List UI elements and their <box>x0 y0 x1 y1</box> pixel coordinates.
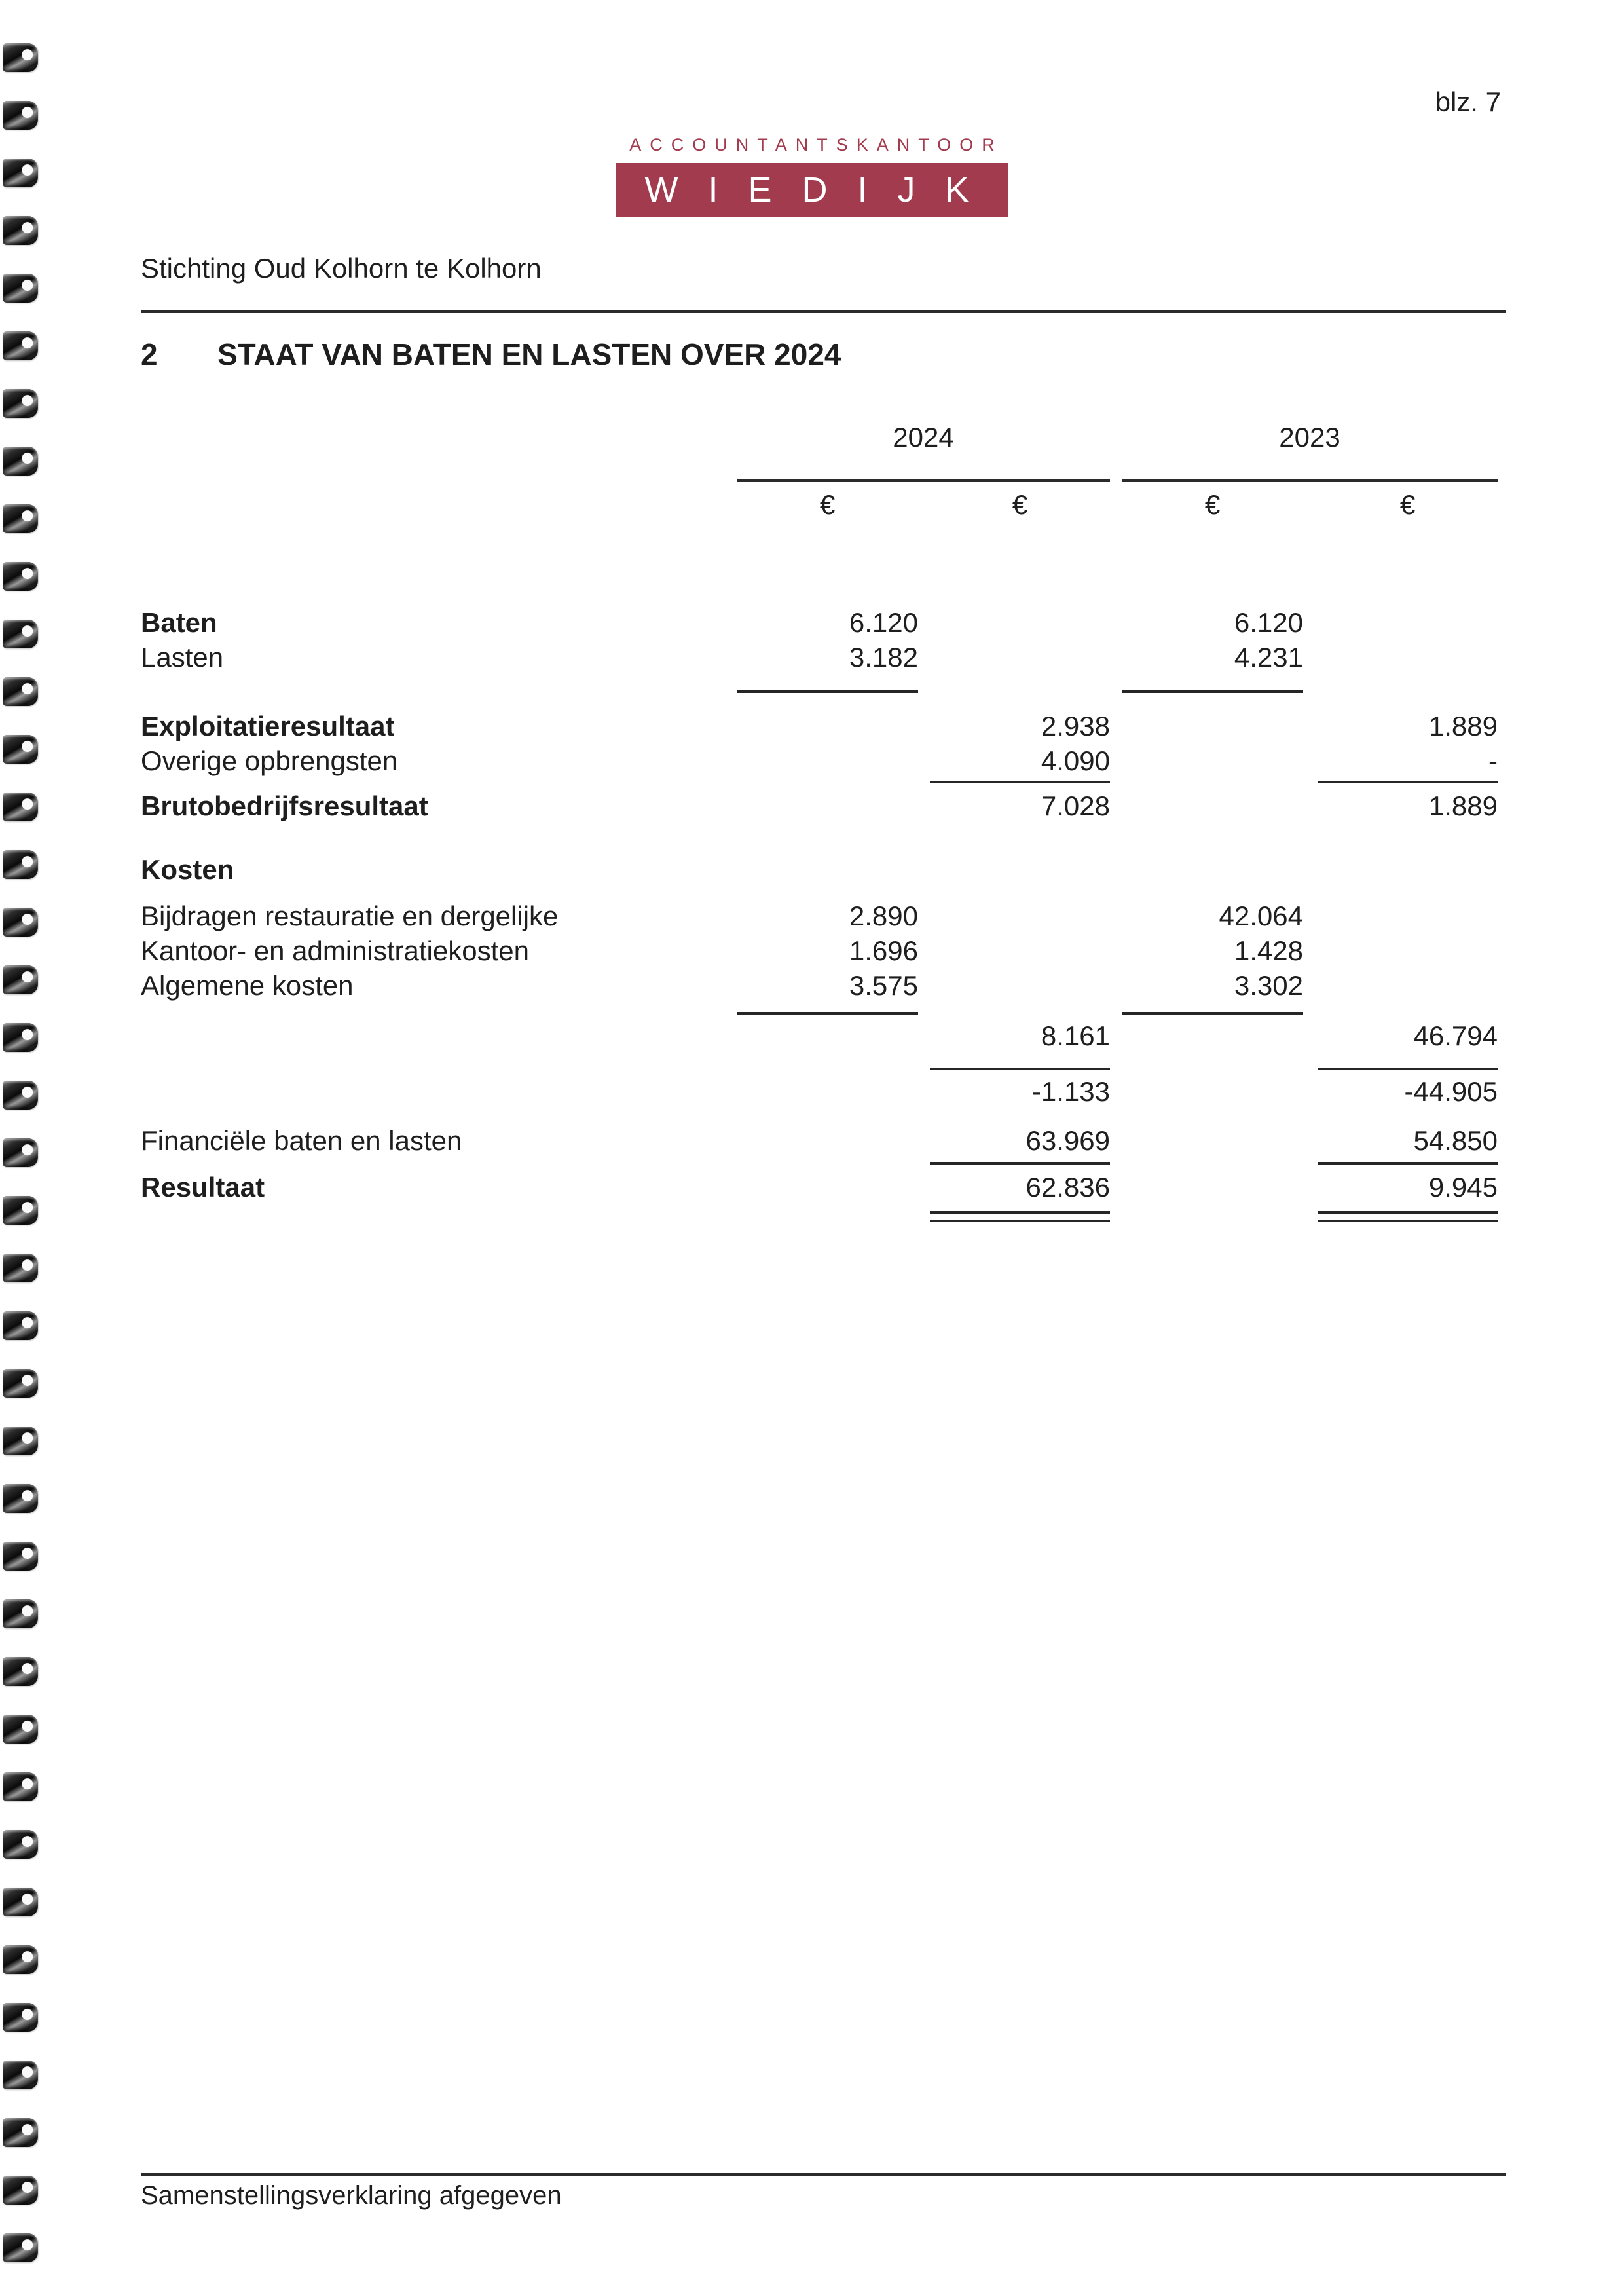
binding-ring <box>3 2176 38 2205</box>
binding-ring <box>3 735 38 764</box>
value-2024-inner: 3.182 <box>849 642 918 673</box>
binding-ring <box>3 1023 38 1052</box>
binding-ring <box>3 908 38 937</box>
profit-and-loss-table <box>141 419 1498 1222</box>
value-2023-outer: 1.889 <box>1428 711 1498 741</box>
binding-ring <box>3 101 38 130</box>
table-row-overige-opbrengsten <box>141 743 1498 778</box>
logo <box>0 135 1624 217</box>
footer-divider <box>141 2173 1506 2176</box>
year-header-row <box>141 419 1498 456</box>
rule-line <box>737 690 918 693</box>
page-number: blz. 7 <box>1435 86 1501 117</box>
binding-ring <box>3 504 38 533</box>
row-label: Kantoor- en administratiekosten <box>141 935 529 966</box>
table-row-bijdragen-restauratie <box>141 899 1498 933</box>
table-row-lasten <box>141 640 1498 675</box>
table-row-kantoor-administratiekosten <box>141 933 1498 968</box>
value-2023-outer: 46.794 <box>1413 1020 1498 1051</box>
binding-ring <box>3 850 38 879</box>
binding-ring <box>3 447 38 476</box>
value-2024-outer: 62.836 <box>1025 1172 1110 1203</box>
value-2024-outer: 7.028 <box>1041 791 1110 821</box>
binding-ring <box>3 2061 38 2089</box>
rule-line <box>1122 690 1303 693</box>
row-label: Overige opbrengsten <box>141 745 398 776</box>
binding-ring <box>3 1311 38 1340</box>
year-header-2024: 2024 <box>893 422 954 453</box>
binding-ring <box>3 1196 38 1225</box>
logo-name: WIEDIJK <box>644 170 999 210</box>
year-header-2023: 2023 <box>1279 422 1340 453</box>
value-2024-inner: 6.120 <box>849 607 918 638</box>
row-label <box>141 1074 737 1109</box>
binding-ring <box>3 1945 38 1974</box>
binding-ring <box>3 1830 38 1859</box>
section-number: 2 <box>141 337 158 371</box>
value-2023-outer: -44.905 <box>1404 1076 1498 1107</box>
rule-line <box>930 1068 1110 1070</box>
rule-line <box>930 1162 1110 1165</box>
binding-ring <box>3 389 38 418</box>
subtotal-rule-row <box>141 690 1498 693</box>
rule-line <box>930 781 1110 783</box>
row-label <box>141 1018 737 1053</box>
rule-line <box>1318 1068 1498 1070</box>
value-2023-inner: 4.231 <box>1234 642 1303 673</box>
row-label: Kosten <box>141 854 234 885</box>
binding-ring <box>3 1081 38 1110</box>
table-row-resultaat <box>141 1170 1498 1204</box>
value-2024-outer: 2.938 <box>1041 711 1110 741</box>
year-header-rule-row <box>141 479 1498 482</box>
table-row-brutobedrijfsresultaat <box>141 789 1498 823</box>
row-label: Brutobedrijfsresultaat <box>141 791 428 821</box>
binding-ring <box>3 1715 38 1744</box>
binding-ring <box>3 331 38 360</box>
binding-ring <box>3 1138 38 1167</box>
row-label: Exploitatieresultaat <box>141 711 395 741</box>
spacer <box>141 521 1498 605</box>
subtotal-rule-row <box>141 1012 1498 1015</box>
value-2024-outer: -1.133 <box>1031 1076 1110 1107</box>
value-2024-inner: 2.890 <box>849 901 918 931</box>
value-2023-outer: - <box>1488 745 1498 776</box>
value-2023-inner: 42.064 <box>1219 901 1303 931</box>
rule-line <box>1318 1162 1498 1165</box>
table-row-baten <box>141 605 1498 640</box>
value-2024-inner: 1.696 <box>849 935 918 966</box>
binding-ring <box>3 1542 38 1571</box>
value-2023-inner: 3.302 <box>1234 970 1303 1001</box>
rule-line <box>737 1012 918 1015</box>
binding-ring <box>3 965 38 994</box>
row-label: Algemene kosten <box>141 970 354 1001</box>
binding-ring <box>3 1599 38 1628</box>
value-2024-inner: 3.575 <box>849 970 918 1001</box>
binding-ring <box>3 793 38 821</box>
currency-row <box>141 489 1498 521</box>
binding-ring <box>3 1254 38 1282</box>
table-row-kosten-totaal <box>141 1018 1498 1053</box>
binding-ring <box>3 2003 38 2032</box>
table-row-financiele-baten-lasten <box>141 1123 1498 1158</box>
rule-line <box>1318 781 1498 783</box>
section-title: STAAT VAN BATEN EN LASTEN OVER 2024 <box>217 337 841 371</box>
euro-symbol: € <box>1012 489 1028 520</box>
euro-symbol: € <box>1399 489 1416 520</box>
binding-ring <box>3 620 38 648</box>
double-rule-line <box>1318 1211 1498 1222</box>
binding-rail <box>0 0 46 2295</box>
header-divider <box>141 310 1506 313</box>
subtotal-rule-row <box>141 781 1498 783</box>
binding-ring <box>3 216 38 245</box>
row-label: Lasten <box>141 642 224 673</box>
grand-total-rule-row <box>141 1211 1498 1222</box>
binding-ring <box>3 1369 38 1398</box>
binding-ring <box>3 1772 38 1801</box>
section-heading <box>141 337 841 372</box>
euro-symbol: € <box>819 489 836 520</box>
row-label: Baten <box>141 607 217 638</box>
table-row-kosten-header <box>141 852 1498 887</box>
table-row-bedrijfsresultaat <box>141 1074 1498 1109</box>
binding-ring <box>3 562 38 591</box>
value-2023-inner: 1.428 <box>1234 935 1303 966</box>
value-2023-outer: 1.889 <box>1428 791 1498 821</box>
organization-name: Stichting Oud Kolhorn te Kolhorn <box>141 253 542 284</box>
logo-block <box>616 163 1008 217</box>
value-2024-outer: 4.090 <box>1041 745 1110 776</box>
binding-ring <box>3 2233 38 2262</box>
value-2023-outer: 9.945 <box>1428 1172 1498 1203</box>
row-label: Financiële baten en lasten <box>141 1125 462 1156</box>
year-rule-2024 <box>737 479 1110 482</box>
value-2023-outer: 54.850 <box>1413 1125 1498 1156</box>
binding-ring <box>3 1888 38 1916</box>
binding-ring <box>3 1484 38 1513</box>
binding-ring <box>3 1427 38 1455</box>
table-row-exploitatieresultaat <box>141 709 1498 743</box>
binding-ring <box>3 43 38 72</box>
binding-ring <box>3 677 38 706</box>
binding-ring <box>3 274 38 303</box>
row-label: Resultaat <box>141 1172 265 1203</box>
value-2024-outer: 8.161 <box>1041 1020 1110 1051</box>
subtotal-rule-row <box>141 1162 1498 1165</box>
value-2024-outer: 63.969 <box>1025 1125 1110 1156</box>
value-2023-inner: 6.120 <box>1234 607 1303 638</box>
binding-ring <box>3 2118 38 2147</box>
subtotal-rule-row <box>141 1068 1498 1070</box>
double-rule-line <box>930 1211 1110 1222</box>
row-label: Bijdragen restauratie en dergelijke <box>141 901 559 931</box>
binding-ring <box>3 1657 38 1686</box>
table-row-algemene-kosten <box>141 968 1498 1003</box>
euro-symbol: € <box>1204 489 1221 520</box>
rule-line <box>1122 1012 1303 1015</box>
logo-tagline: ACCOUNTANTSKANTOOR <box>629 135 1003 155</box>
year-rule-2023 <box>1122 479 1498 482</box>
footer-note: Samenstellingsverklaring afgegeven <box>141 2181 562 2210</box>
